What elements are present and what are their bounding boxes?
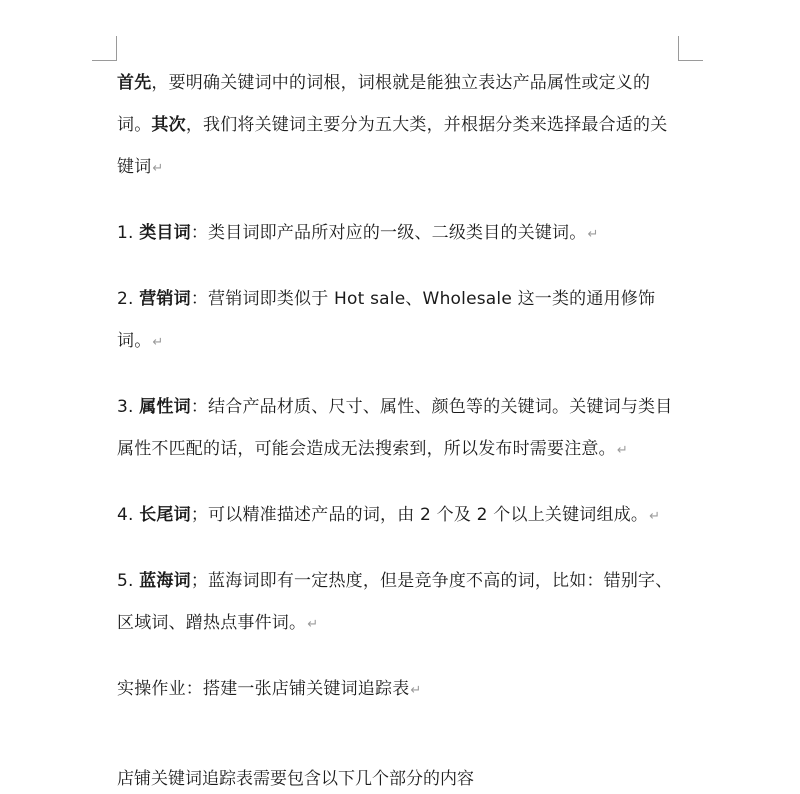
item-text: ；蓝海词即有一定热度，但是竞争度不高的词，比如：错别字、区域词、蹭热点事件词。	[117, 571, 673, 633]
item-term: 营销词	[139, 289, 191, 309]
paragraph-item-5	[117, 560, 682, 646]
item-term: 属性词	[139, 397, 191, 417]
paragraph-item-3	[117, 386, 682, 472]
paragraph-intro	[117, 62, 682, 190]
paragraph-mark-icon: ↵	[410, 683, 422, 698]
paragraph-item-1	[117, 212, 682, 256]
paragraph-mark-icon: ↵	[616, 443, 628, 458]
paragraph-item-4	[117, 494, 682, 538]
paragraph-mark-icon: ↵	[152, 161, 164, 176]
item-term: 长尾词	[139, 505, 191, 525]
item-text: ：结合产品材质、尺寸、属性、颜色等的关键词。关键词与类目属性不匹配的话，可能会造成无法搜索到，所以发布时需要注意。	[117, 397, 673, 459]
item-text: ；可以精准描述产品的词，由 2 个及 2 个以上关键词组成。	[190, 505, 649, 525]
paragraph-mark-icon: ↵	[152, 335, 164, 350]
paragraph-mark-icon: ↵	[587, 227, 599, 242]
page-corner-mark-top-right	[678, 36, 703, 61]
paragraph-item-2	[117, 278, 682, 364]
item-term: 类目词	[139, 223, 191, 243]
intro-text-2: ，我们将关键词主要分为五大类，并根据分类来选择最合适的关键词	[117, 115, 668, 177]
paragraph-homework	[117, 668, 682, 712]
item-text: ：类目词即产品所对应的一级、二级类目的关键词。	[190, 223, 587, 243]
item-term: 蓝海词	[139, 571, 191, 591]
paragraph-mark-icon: ↵	[649, 509, 661, 524]
bold-lead-second: 其次	[151, 115, 186, 135]
item-number: 3.	[117, 397, 140, 417]
cut-off-text-line: 店铺关键词追踪表需要包含以下几个部分的内容	[117, 769, 474, 789]
bold-lead-first: 首先	[117, 73, 152, 93]
homework-text: 实操作业：搭建一张店铺关键词追踪表	[117, 679, 410, 699]
intro-text-1: ，要明确关键词中的词根，词根就是能独立表达产品属性或定义的词。	[117, 73, 651, 135]
paragraph-mark-icon: ↵	[307, 617, 319, 632]
item-number: 2.	[117, 289, 140, 309]
item-number: 1.	[117, 223, 140, 243]
item-number: 5.	[117, 571, 140, 591]
item-number: 4.	[117, 505, 140, 525]
page-corner-mark-top-left	[92, 36, 117, 61]
item-text: ：营销词即类似于 Hot sale、Wholesale 这一类的通用修饰词。	[117, 289, 656, 351]
document-body[interactable]	[117, 62, 682, 712]
